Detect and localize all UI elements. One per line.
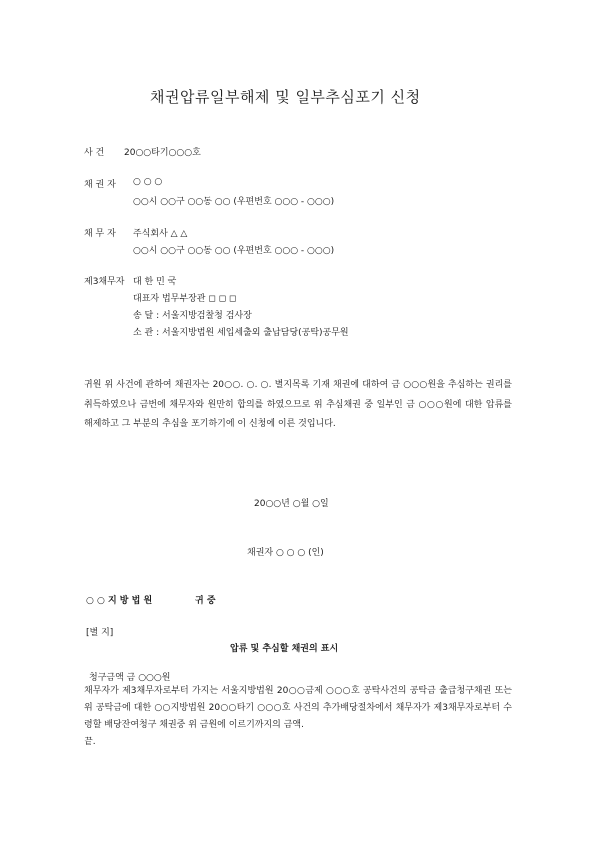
court-name: ○ ○ 지 방 법 원 [86,596,153,606]
annex-text: 채무자가 제3채무자로부터 가지는 서울지방법원 20○○금제 ○○○호 공탁사건의 공탁금 출급청구채권 또는 위 공탁금에 대한 ○○지방법원 20○○타기 ○○○호 사건의 추가배당절차에서 채무자가 제3채무자로부터 수령할 배당잔여청구 채권중 위 금원에 이르기까지의 금액. [84,686,512,730]
annex-label: [별 지] [86,628,114,638]
creditor-name: ○ ○ ○ [133,177,163,187]
case-label: 사 건 [84,148,105,158]
annex-claim-amount: 청구금액 금 ○○○원 [89,673,171,683]
body-paragraph: 귀원 위 사건에 관하여 채권자는 20○○. ○. ○. 별지목록 기재 채권에 대하여 금 ○○○원을 추심하는 권리를 취득하였으나 금번에 채무자와 원만히 합의를 하였으므로 위 추심채권 중 일부인 금 ○○○원에 대한 압류를 해제하고 그 부분의 추심을 포기하기에 이 신청에 이른 것입니다. [84,380,512,429]
third-debtor-service: 송 달 : 서울지방검찰청 검사장 [133,311,252,321]
document-title: 채권압류일부해제 및 일부추심포기 신청 [150,88,421,106]
signature: 채권자 ○ ○ ○ (인) [247,548,324,558]
debtor-label: 채 무 자 [84,229,116,239]
third-debtor-representative: 대표자 법무부장관 ◻ ◻ ◻ [133,294,237,304]
annex-end: 끝. [84,737,96,747]
third-debtor-jurisdiction: 소 관 : 서울지방법원 세입세출외 출납담당(공탁)공무원 [133,328,349,338]
case-number: 20○○타기○○○호 [124,148,201,158]
court-suffix: 귀 중 [195,596,216,606]
creditor-label: 채 권 자 [84,180,116,190]
debtor-name: 주식회사 △ △ [133,229,188,239]
filing-date: 20○○년 ○월 ○일 [254,499,329,509]
debtor-address: ○○시 ○○구 ○○동 ○○ (우편번호 ○○○ - ○○○) [133,246,335,256]
annex-title: 압류 및 추심할 채권의 표시 [230,644,339,654]
third-debtor-name: 대 한 민 국 [133,277,177,287]
third-debtor-label: 제3채무자 [84,277,125,287]
creditor-address: ○○시 ○○구 ○○동 ○○ (우편번호 ○○○ - ○○○) [133,197,335,207]
